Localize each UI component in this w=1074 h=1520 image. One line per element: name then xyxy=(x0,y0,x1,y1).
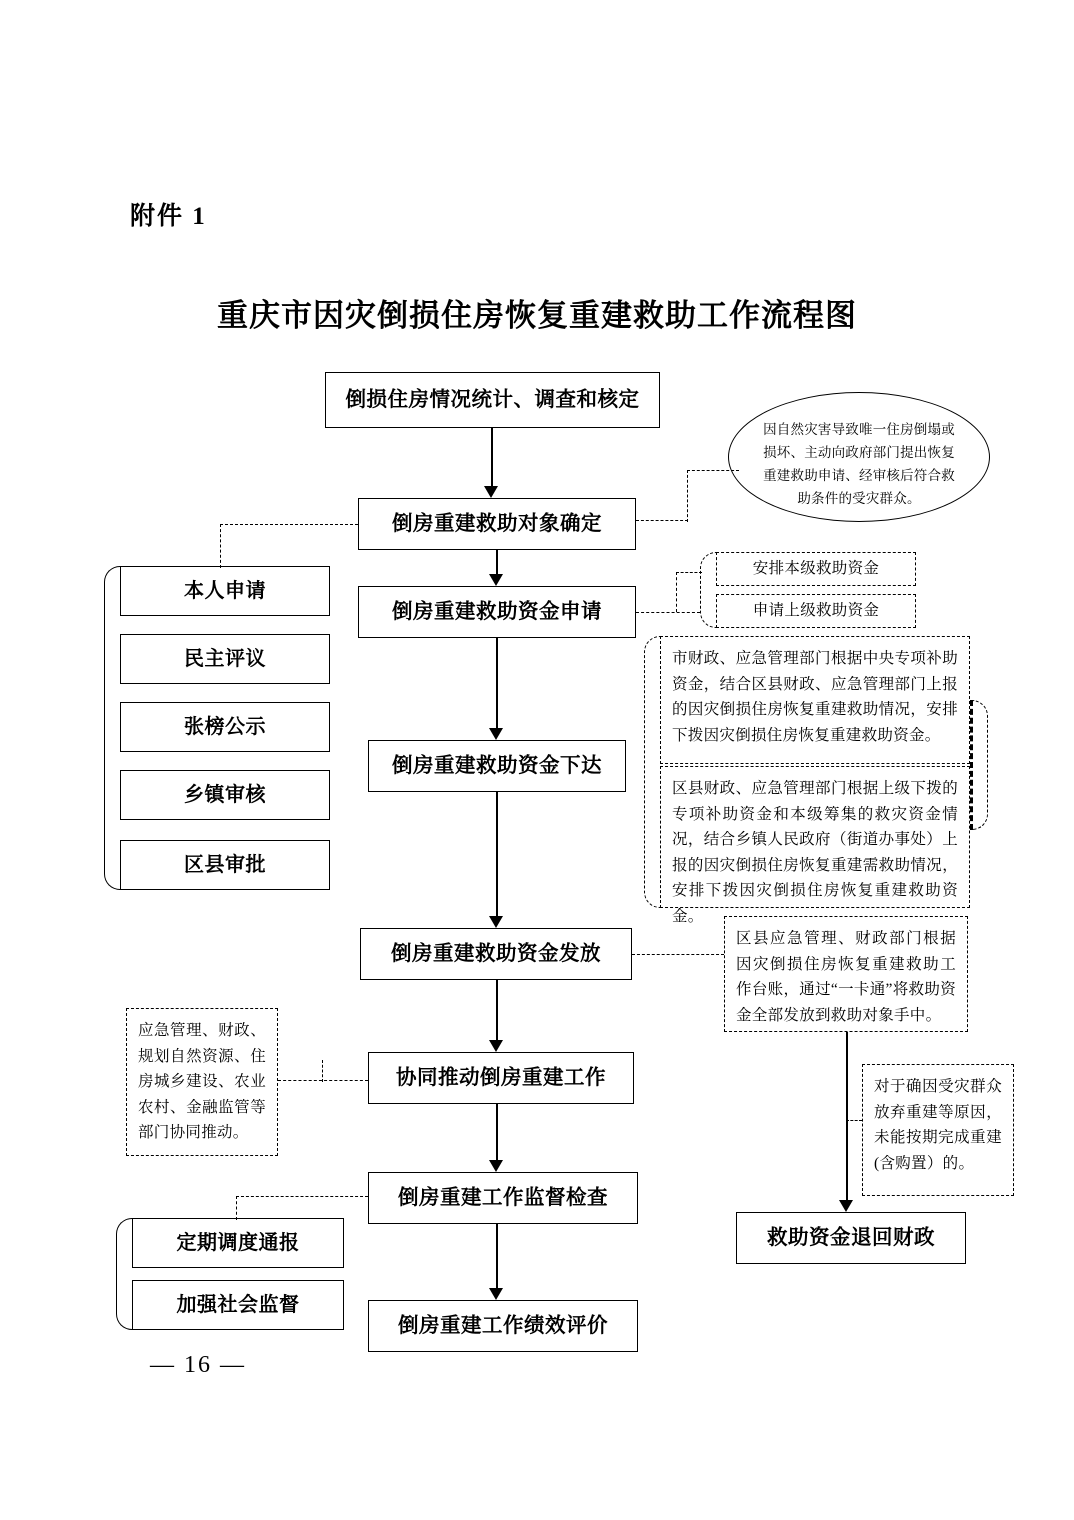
supervision-item-1[interactable]: 定期调度通报 xyxy=(132,1218,344,1268)
dashed-step2-to-procedure-h xyxy=(220,524,358,525)
procedure-item-1[interactable]: 本人申请 xyxy=(120,566,330,616)
flow-node-return-funds[interactable]: 救助资金退回财政 xyxy=(736,1212,966,1264)
arrow-2-3 xyxy=(489,574,503,586)
dashed-step7-to-supervision-h xyxy=(236,1196,368,1197)
flow-node-step1[interactable]: 倒损住房情况统计、调查和核定 xyxy=(325,372,660,428)
note-object-definition: 因自然灾害导致唯一住房倒塌或损坏、主动向政府部门提出恢复重建救助申请、经审核后符合救助条件的受灾群众。 xyxy=(728,392,990,522)
funds-notes-bracket xyxy=(644,636,660,908)
arrow-4-5 xyxy=(489,916,503,928)
dashed-step2-to-ellipse-v xyxy=(687,470,688,522)
connector-disbursement-to-return xyxy=(846,1032,848,1200)
flow-node-step8[interactable]: 倒房重建工作绩效评价 xyxy=(368,1300,638,1352)
attachment-label: 附件 1 xyxy=(130,203,207,230)
dashed-step6-coordination-v xyxy=(322,1060,323,1082)
connector-5-6 xyxy=(496,980,498,1040)
flow-node-step7[interactable]: 倒房重建工作监督检查 xyxy=(368,1172,638,1224)
dashed-step5-to-disbursement xyxy=(632,954,724,955)
note-refund-reason: 对于确因受灾群众放弃重建等原因，未能按期完成重建(含购置）的。 xyxy=(862,1064,1014,1196)
supervision-item-2[interactable]: 加强社会监督 xyxy=(132,1280,344,1330)
connector-2-3 xyxy=(496,550,498,574)
arrow-disbursement-to-return xyxy=(839,1200,853,1212)
connector-1-2 xyxy=(491,428,493,486)
dashed-step3-funding-v xyxy=(676,572,677,612)
funding-source-1[interactable]: 安排本级救助资金 xyxy=(716,552,916,586)
procedure-item-5[interactable]: 区县审批 xyxy=(120,840,330,890)
procedure-item-2[interactable]: 民主评议 xyxy=(120,634,330,684)
arrow-3-4 xyxy=(489,728,503,740)
dashed-ellipse-entry xyxy=(687,470,739,471)
dashed-step7-to-supervision-v xyxy=(236,1196,237,1220)
funding-source-2[interactable]: 申请上级救助资金 xyxy=(716,594,916,628)
dashed-step3-to-funding xyxy=(636,612,700,613)
procedure-group-bracket xyxy=(104,566,122,890)
note-city-funds: 市财政、应急管理部门根据中央专项补助资金，结合区县财政、应急管理部门上报的因灾倒损住房恢复重建救助情况，安排下拨因灾倒损住房恢复重建救助资金。 xyxy=(660,636,970,764)
flow-node-step6[interactable]: 协同推动倒房重建工作 xyxy=(368,1052,634,1104)
procedure-item-3[interactable]: 张榜公示 xyxy=(120,702,330,752)
connector-3-4 xyxy=(496,638,498,728)
arrow-5-6 xyxy=(489,1040,503,1052)
note-county-funds: 区县财政、应急管理部门根据上级下拨的专项补助资金和本级筹集的救灾资金情况，结合乡镇人民政府（街道办事处）上报的因灾倒损住房恢复重建需救助情况，安排下拨因灾倒损住房恢复重建救助资金。 xyxy=(660,766,970,908)
connector-4-5 xyxy=(496,792,498,916)
note-coordination: 应急管理、财政、规划自然资源、住房城乡建设、农业农村、金融监管等部门协同推动。 xyxy=(126,1008,278,1156)
procedure-item-4[interactable]: 乡镇审核 xyxy=(120,770,330,820)
funding-source-bracket xyxy=(700,552,716,628)
arrow-1-2 xyxy=(484,486,498,498)
dashed-step3-funding-h2 xyxy=(676,572,702,573)
dashed-step2-to-ellipse-h xyxy=(636,520,688,521)
arrow-7-8 xyxy=(489,1288,503,1300)
arrow-6-7 xyxy=(489,1160,503,1172)
connector-6-7 xyxy=(496,1104,498,1160)
note-disbursement: 区县应急管理、财政部门根据因灾倒损住房恢复重建救助工作台账，通过“一卡通”将救助资金全部发放到救助对象手中。 xyxy=(724,916,968,1032)
dashed-refund-note-link xyxy=(846,1120,862,1121)
page-title: 重庆市因灾倒损住房恢复重建救助工作流程图 xyxy=(217,298,857,333)
funds-notes-bracket-right xyxy=(970,700,988,830)
dashed-step2-to-procedure-v xyxy=(220,524,221,568)
flow-node-step3[interactable]: 倒房重建救助资金申请 xyxy=(358,586,636,638)
supervision-group-bracket xyxy=(116,1218,134,1330)
connector-7-8 xyxy=(496,1224,498,1288)
flow-node-step4[interactable]: 倒房重建救助资金下达 xyxy=(368,740,626,792)
page-number: — 16 — xyxy=(150,1352,246,1378)
dashed-step6-to-coordination xyxy=(278,1080,368,1081)
flow-node-step5[interactable]: 倒房重建救助资金发放 xyxy=(360,928,632,980)
flow-node-step2[interactable]: 倒房重建救助对象确定 xyxy=(358,498,636,550)
